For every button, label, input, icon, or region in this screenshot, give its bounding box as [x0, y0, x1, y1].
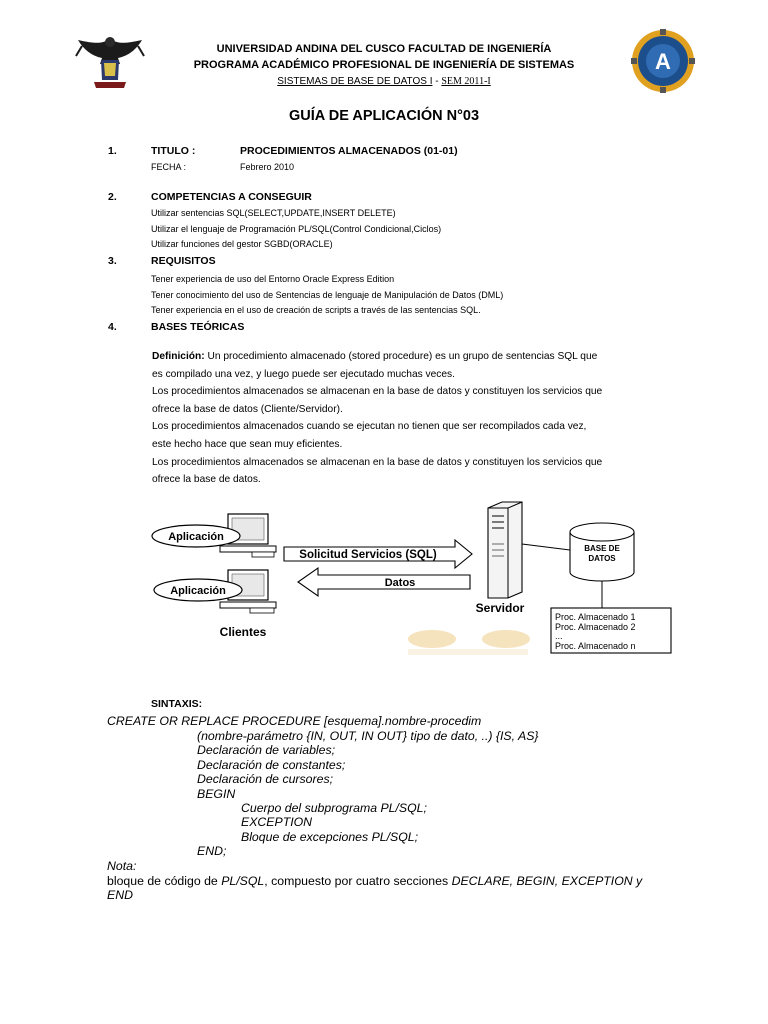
text-line: ofrece la base de datos. [152, 474, 261, 486]
right-logo [630, 28, 696, 94]
syntax-label: SINTAXIS: [151, 698, 203, 710]
code-line: Cuerpo del subprograma PL/SQL; [241, 801, 427, 815]
request-label: Solicitud Servicios (SQL) [299, 549, 437, 561]
code-line: Bloque de excepciones PL/SQL; [241, 830, 419, 844]
note-text [107, 874, 642, 888]
proc-item: Proc. Almacenado 1 [555, 612, 636, 622]
note-segment: bloque de código de [107, 874, 222, 888]
text-line: Los procedimientos almacenados cuando se ejecutan no tienen que ser recompilados cada vez, [152, 421, 587, 433]
server-label: Servidor [475, 601, 525, 615]
section-1-label: TITULO : [151, 145, 196, 157]
program-name: PROGRAMA ACADÉMICO PROFESIONAL DE INGENIERÍA DE SISTEMAS [193, 59, 575, 71]
note-segment: , compuesto por cuatro secciones [264, 874, 452, 888]
list-item: Tener experiencia en el uso de creación de scripts a través de las sentencias SQL. [151, 305, 481, 315]
section-2-number: 2. [108, 191, 117, 203]
list-item: Utilizar funciones del gestor SGBD(ORACLE) [151, 239, 333, 249]
text-line: Los procedimientos almacenados se almacenan en la base de datos y constituyen los servicios que [152, 386, 603, 398]
list-item: Tener experiencia de uso del Entorno Oracle Express Edition [151, 274, 395, 284]
code-line: Declaración de constantes; [197, 758, 346, 772]
page-title: GUÍA DE APLICACIÓN N°03 [288, 108, 480, 124]
code-line: CREATE OR REPLACE PROCEDURE [esquema].nombre-procedim [107, 714, 482, 728]
text-line: ofrece la base de datos (Cliente/Servidor). [152, 403, 343, 415]
note-segment: PL/SQL [221, 874, 265, 888]
section-2-label: COMPETENCIAS A CONSEGUIR [151, 191, 312, 203]
text-line: Los procedimientos almacenados se almacenan en la base de datos y constituyen los servicios que [152, 456, 603, 468]
course-separator: - [432, 76, 442, 87]
code-line: BEGIN [197, 787, 236, 801]
proc-item: ... [555, 631, 563, 641]
proc-item: Proc. Almacenado 2 [555, 622, 636, 632]
list-item: Tener conocimiento del uso de Sentencias de lenguaje de Manipulación de Datos (DML) [151, 290, 504, 300]
faded-disk-icon [482, 630, 530, 648]
text-line: es compilado una vez, y luego puede ser ejecutado muchas veces. [152, 368, 455, 380]
section-3-number: 3. [108, 255, 117, 267]
note-end: END [107, 888, 133, 902]
note-segment: DECLARE, BEGIN, EXCEPTION y [451, 874, 643, 888]
definition-paragraph [152, 348, 672, 489]
list-item: Utilizar sentencias SQL(SELECT,UPDATE,INSERT DELETE) [151, 208, 396, 218]
logo-letter: A [655, 49, 671, 74]
code-line: Declaración de cursores; [197, 772, 334, 786]
code-line: (nombre-parámetro {IN, OUT, IN OUT} tipo de dato, ..) {IS, AS} [197, 729, 539, 743]
university-name: UNIVERSIDAD ANDINA DEL CUSCO FACULTAD DE INGENIERÍA [216, 43, 552, 55]
code-line: END; [197, 844, 227, 858]
fecha-value: Febrero 2010 [240, 162, 295, 172]
text-line: este hecho hace que sean muy eficientes. [152, 438, 343, 450]
section-1-number: 1. [108, 145, 117, 157]
gear-emblem-icon [630, 28, 696, 94]
section-3-label: REQUISITOS [151, 255, 216, 267]
semester: SEM 2011-I [441, 76, 491, 87]
server-icon [488, 502, 522, 598]
app-2-label: Aplicación [170, 585, 226, 597]
definition-label: Definición: [152, 351, 205, 362]
code-line: Declaración de variables; [197, 743, 336, 757]
text-line: Un procedimiento almacenado (stored procedure) es un grupo de sentencias SQL que [204, 351, 598, 362]
list-item: Utilizar el lenguaje de Programación PL/SQL(Control Condicional,Ciclos) [151, 224, 442, 234]
course-name: SISTEMAS DE BASE DE DATOS I [277, 76, 433, 87]
response-label: Datos [384, 577, 416, 589]
faded-disk-icon [408, 630, 456, 648]
section-4-label: BASES TEÓRICAS [151, 321, 245, 333]
code-line: EXCEPTION [241, 815, 313, 829]
clients-label: Clientes [219, 625, 267, 639]
app-1-label: Aplicación [168, 531, 224, 543]
note-label: Nota: [107, 859, 137, 873]
proc-item: Proc. Almacenado n [555, 641, 636, 651]
fecha-label: FECHA : [151, 162, 187, 172]
db-label-line1: BASE DE [584, 544, 620, 553]
section-1-value: PROCEDIMIENTOS ALMACENADOS (01-01) [240, 145, 458, 157]
client-server-diagram [150, 494, 680, 664]
section-4-number: 4. [108, 321, 117, 333]
db-label-line2: DATOS [588, 554, 616, 563]
